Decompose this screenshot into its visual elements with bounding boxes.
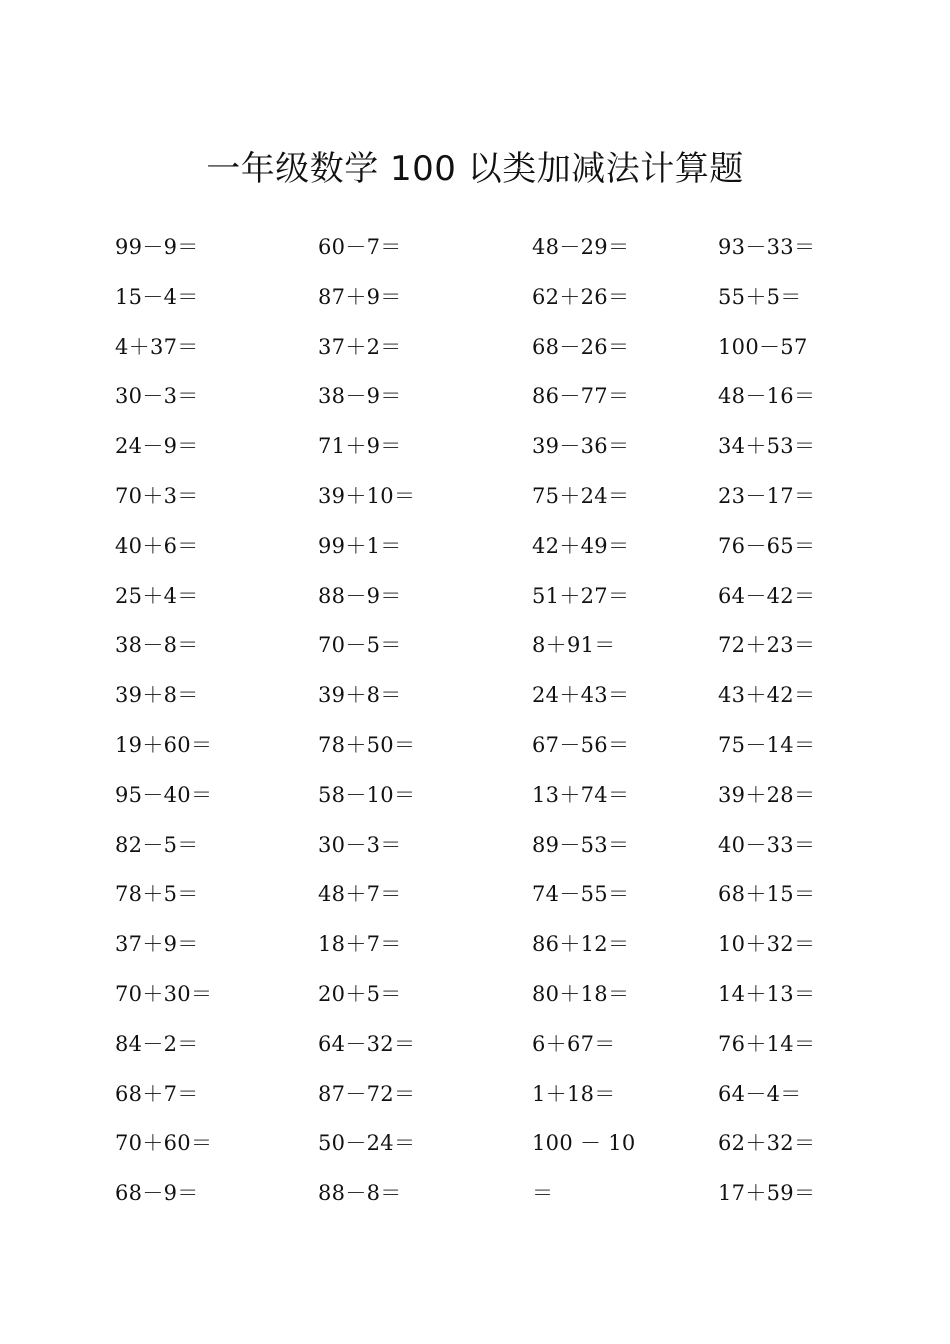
problem-cell: 86＋12＝ [532, 932, 630, 957]
problem-row [0, 724, 950, 774]
problem-cell: 70－5＝ [318, 633, 402, 658]
problem-cell: 10＋32＝ [718, 932, 816, 957]
problem-row [0, 1122, 950, 1172]
problem-row [0, 575, 950, 625]
problem-cell: 87－72＝ [318, 1081, 416, 1106]
page-title: 一年级数学 100 以类加减法计算题 [206, 148, 744, 189]
problem-cell: 55＋5＝ [718, 284, 802, 309]
problem-row [0, 1172, 950, 1222]
problem-cell: 39＋28＝ [718, 782, 816, 807]
problem-cell: 70＋60＝ [115, 1131, 213, 1156]
problem-row [0, 624, 950, 674]
problem-cell: 39＋8＝ [318, 683, 402, 708]
problem-cell: 39＋8＝ [115, 683, 199, 708]
problem-cell: 80＋18＝ [532, 981, 630, 1006]
problem-row [0, 475, 950, 525]
problem-cell: 84－2＝ [115, 1031, 199, 1056]
problem-cell: 70＋3＝ [115, 483, 199, 508]
problem-cell: 38－9＝ [318, 384, 402, 409]
problem-row [0, 1073, 950, 1123]
problem-cell: 40－33＝ [718, 832, 816, 857]
problem-cell: 62＋32＝ [718, 1131, 816, 1156]
problem-cell: 67－56＝ [532, 732, 630, 757]
problem-cell: 23－17＝ [718, 483, 816, 508]
problem-cell: 68－9＝ [115, 1181, 199, 1206]
problem-cell: 19＋60＝ [115, 732, 213, 757]
problem-row [0, 375, 950, 425]
problem-cell: 88－8＝ [318, 1181, 402, 1206]
problem-row [0, 1023, 950, 1073]
problem-cell: 51＋27＝ [532, 583, 630, 608]
problem-cell: 64－32＝ [318, 1031, 416, 1056]
problem-cell: 99－9＝ [115, 235, 199, 259]
problem-cell: 15－4＝ [115, 284, 199, 309]
problem-cell: 68－26＝ [532, 334, 630, 359]
problem-cell: 30－3＝ [115, 384, 199, 409]
problem-cell: 95－40＝ [115, 782, 213, 807]
problem-cell: 42＋49＝ [532, 533, 630, 558]
problem-cell: 71＋9＝ [318, 434, 402, 459]
problem-cell: 68＋15＝ [718, 882, 816, 907]
problem-cell: 78＋50＝ [318, 732, 416, 757]
problem-row [0, 674, 950, 724]
problem-cell: 75＋24＝ [532, 483, 630, 508]
problem-row [0, 824, 950, 874]
problem-cell: 50－24＝ [318, 1131, 416, 1156]
problem-cell: 48＋7＝ [318, 882, 402, 907]
problem-cell: 74－55＝ [532, 882, 630, 907]
problem-row [0, 774, 950, 824]
problem-row [0, 973, 950, 1023]
problem-cell: 30－3＝ [318, 832, 402, 857]
problem-cell: 60－7＝ [318, 235, 402, 259]
problem-row [0, 326, 950, 376]
problem-cell: 88－9＝ [318, 583, 402, 608]
problem-cell: 14＋13＝ [718, 981, 816, 1006]
problem-cell: 18＋7＝ [318, 932, 402, 957]
problem-grid [0, 226, 950, 1222]
problem-cell: 58－10＝ [318, 782, 416, 807]
problem-cell: 39＋10＝ [318, 483, 416, 508]
problem-cell: 1＋18＝ [532, 1081, 616, 1106]
problem-cell: 39－36＝ [532, 434, 630, 459]
problem-cell: 43＋42＝ [718, 683, 816, 708]
problem-cell: 89－53＝ [532, 832, 630, 857]
problem-cell: 20＋5＝ [318, 981, 402, 1006]
problem-cell: 93－33＝ [718, 235, 816, 259]
problem-cell: 24＋43＝ [532, 683, 630, 708]
problem-cell: 40＋6＝ [115, 533, 199, 558]
problem-cell: 13＋74＝ [532, 782, 630, 807]
problem-cell: 70＋30＝ [115, 981, 213, 1006]
problem-row [0, 525, 950, 575]
problem-row [0, 226, 950, 276]
problem-cell: 68＋7＝ [115, 1081, 199, 1106]
problem-cell: 34＋53＝ [718, 434, 816, 459]
problem-cell: 38－8＝ [115, 633, 199, 658]
problem-cell: 86－77＝ [532, 384, 630, 409]
problem-row [0, 923, 950, 973]
problem-cell: 24－9＝ [115, 434, 199, 459]
problem-cell: 8＋91＝ [532, 633, 616, 658]
problem-cell: 64－42＝ [718, 583, 816, 608]
problem-row [0, 425, 950, 475]
problem-cell: 64－4＝ [718, 1081, 802, 1106]
problem-cell: 75－14＝ [718, 732, 816, 757]
problem-cell: 78＋5＝ [115, 882, 199, 907]
problem-cell: 37＋9＝ [115, 932, 199, 957]
problem-cell: 62＋26＝ [532, 284, 630, 309]
problem-cell: 100－57 [718, 334, 808, 359]
problem-cell: 100 － 10 [532, 1131, 636, 1156]
problem-cell: 48－29＝ [532, 235, 630, 259]
problem-cell: 17＋59＝ [718, 1181, 816, 1206]
problem-cell: 76＋14＝ [718, 1031, 816, 1056]
problem-cell: 82－5＝ [115, 832, 199, 857]
problem-cell: 72＋23＝ [718, 633, 816, 658]
problem-cell: 87＋9＝ [318, 284, 402, 309]
problem-cell: ＝ [532, 1181, 554, 1206]
problem-row [0, 873, 950, 923]
problem-cell: 99＋1＝ [318, 533, 402, 558]
problem-row [0, 276, 950, 326]
problem-cell: 6＋67＝ [532, 1031, 616, 1056]
problem-cell: 25＋4＝ [115, 583, 199, 608]
problem-cell: 4＋37＝ [115, 334, 199, 359]
problem-cell: 76－65＝ [718, 533, 816, 558]
problem-cell: 48－16＝ [718, 384, 816, 409]
problem-cell: 37＋2＝ [318, 334, 402, 359]
